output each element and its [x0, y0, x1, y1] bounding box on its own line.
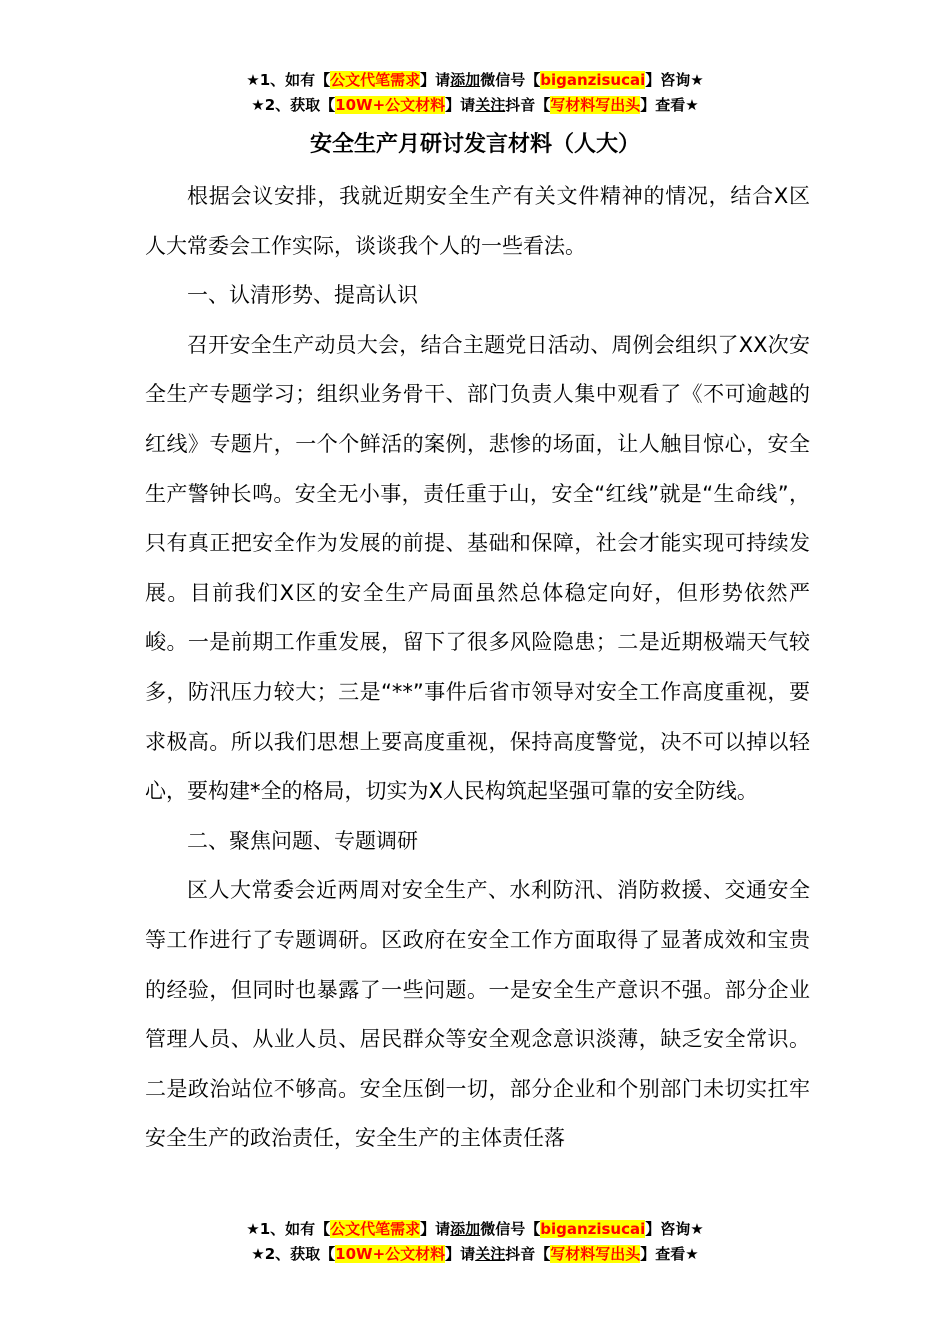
highlight-wechat-id: biganzisucai: [540, 1220, 646, 1238]
footer-banner: [0, 1217, 950, 1267]
banner-line-2: ★2、获取【10W+公文材料】请关注抖音【写材料写出头】查看★: [251, 1245, 699, 1263]
highlight-materials: 10W+公文材料: [335, 1245, 446, 1263]
star-icon: ★: [690, 1220, 704, 1238]
paragraph-section-2: 区人大常委会近两周对安全生产、水利防汛、消防救援、交通安全等工作进行了专题调研。区政府在安全工作方面取得了显著成效和宝贵的经验，但同时也暴露了一些问题。一是安全生产意识不强。部分企业管理人员、从业人员、居民群众等安全观念意识淡薄，缺乏安全常识。二是政治站位不够高。安全压倒一切，部分企业和个别部门未切实扛牢安全生产的政治责任，安全生产的主体责任落: [145, 878, 810, 1151]
banner-line-2: ★2、获取【10W+公文材料】请关注抖音【写材料写出头】查看★: [251, 96, 699, 114]
star-icon: ★: [251, 1245, 265, 1263]
star-icon: ★: [685, 1245, 699, 1263]
highlight-service: 公文代笔需求: [330, 71, 421, 89]
paragraph-intro: 根据会议安排，我就近期安全生产有关文件精神的情况，结合X区人大常委会工作实际，谈谈我个人的一些看法。: [145, 184, 810, 258]
highlight-materials: 10W+公文材料: [335, 96, 446, 114]
section-heading-1: 一、认清形势、提高认识: [187, 283, 418, 308]
highlight-douyin-account: 写材料写出头: [550, 1245, 641, 1263]
star-icon: ★: [251, 96, 265, 114]
section-heading-2: 二、聚焦问题、专题调研: [187, 828, 418, 853]
highlight-douyin-account: 写材料写出头: [550, 96, 641, 114]
document-title: 安全生产月研讨发言材料（人大）: [309, 132, 640, 157]
header-banner: [0, 68, 950, 118]
star-icon: ★: [246, 71, 260, 89]
banner-line-1: ★1、如有【公文代笔需求】请添加微信号【biganzisucai】咨询★: [246, 1220, 704, 1238]
star-icon: ★: [685, 96, 699, 114]
star-icon: ★: [246, 1220, 260, 1238]
star-icon: ★: [690, 71, 704, 89]
document-body: [145, 172, 810, 1164]
highlight-wechat-id: biganzisucai: [540, 71, 646, 89]
banner-line-1: ★1、如有【公文代笔需求】请添加微信号【biganzisucai】咨询★: [246, 71, 704, 89]
highlight-service: 公文代笔需求: [330, 1220, 421, 1238]
paragraph-section-1: 召开安全生产动员大会，结合主题党日活动、周例会组织了XX次安全生产专题学习；组织业务骨干、部门负责人集中观看了《不可逾越的红线》专题片，一个个鲜活的案例，悲惨的场面，让人触目惊心，安全生产警钟长鸣。安全无小事，责任重于山，安全“红线”就是“生命线”，只有真正把安全作为发展的前提、基础和保障，社会才能实现可持续发展。目前我们X区的安全生产局面虽然总体稳定向好，但形势依然严峻。一是前期工作重发展，留下了很多风险隐患；二是近期极端天气较多，防汛压力较大；三是“**”事件后省市领导对安全工作高度重视，要求极高。所以我们思想上要高度重视，保持高度警觉，决不可以掉以轻心，要构建*全的格局，切实为X人民构筑起坚强可靠的安全防线。: [145, 332, 810, 804]
